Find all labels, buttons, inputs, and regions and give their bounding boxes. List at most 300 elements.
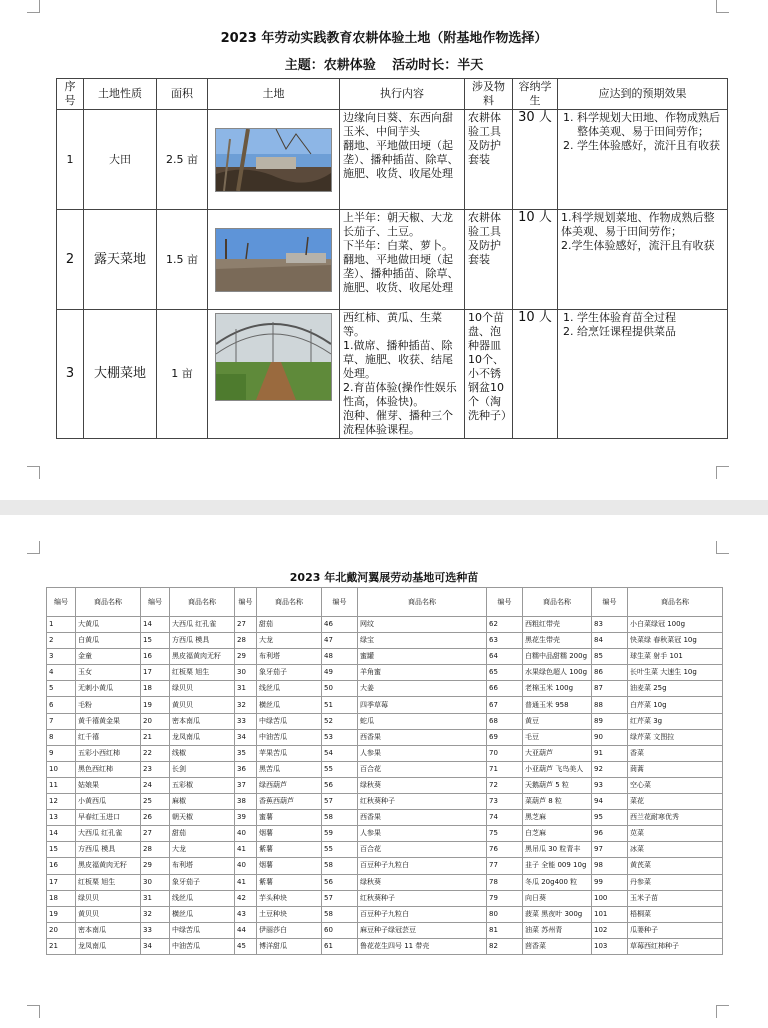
seedling-no: 17 bbox=[141, 665, 170, 681]
seedling-no: 20 bbox=[47, 922, 76, 938]
seedling-name: 龙凤南瓜 bbox=[76, 938, 141, 954]
seedling-name: 线丝瓜 bbox=[257, 681, 322, 697]
seedling-no: 4 bbox=[47, 665, 76, 681]
seedling-no: 91 bbox=[592, 745, 628, 761]
header-no: 编号 bbox=[487, 588, 523, 617]
row-area: 2.5 亩 bbox=[157, 110, 208, 210]
seedling-no: 55 bbox=[322, 842, 358, 858]
seedling-name: 绿西葫芦 bbox=[257, 777, 322, 793]
seedling-name: 菠菜 黑夜叶 300g bbox=[523, 906, 592, 922]
seedling-name: 百豆种子九粒白 bbox=[358, 906, 487, 922]
seedling-name: 大亚葫芦 bbox=[523, 745, 592, 761]
row-area: 1 亩 bbox=[157, 310, 208, 439]
row-no: 2 bbox=[57, 210, 84, 310]
seedling-no: 10 bbox=[47, 761, 76, 777]
header-name: 商品名称 bbox=[257, 588, 322, 617]
exec-line: 边缘向日葵、东西向甜玉米、中间芋头 bbox=[343, 111, 453, 138]
seedling-no: 83 bbox=[592, 617, 628, 633]
seedling-no: 40 bbox=[235, 858, 257, 874]
row-no: 3 bbox=[57, 310, 84, 439]
seedling-name: 鲁花花生四号 11 带壳 bbox=[358, 938, 487, 954]
seedling-no: 23 bbox=[141, 761, 170, 777]
seedling-no: 16 bbox=[47, 858, 76, 874]
exec-line: 西红柿、黄瓜、生菜等。 bbox=[343, 311, 442, 338]
seedling-name: 黄千禧黄金果 bbox=[76, 713, 141, 729]
header-name: 商品名称 bbox=[358, 588, 487, 617]
seedling-name: 线椒 bbox=[170, 745, 235, 761]
seedling-name: 红板栗 旭生 bbox=[170, 665, 235, 681]
seedling-no: 32 bbox=[141, 906, 170, 922]
row-capacity: 30 人 bbox=[513, 110, 558, 210]
exec-line: 上半年：朝天椒、大龙长茄子、土豆。 bbox=[343, 211, 453, 238]
seedling-no: 75 bbox=[487, 826, 523, 842]
crop-mark bbox=[716, 466, 729, 479]
row-capacity: 10 人 bbox=[513, 310, 558, 439]
seedling-name: 黑色西红柿 bbox=[76, 761, 141, 777]
seedling-name: 线丝瓜 bbox=[170, 890, 235, 906]
seedling-no: 98 bbox=[592, 858, 628, 874]
seedling-no: 101 bbox=[592, 906, 628, 922]
seedling-no: 74 bbox=[487, 810, 523, 826]
seedling-name: 草莓西红柿种子 bbox=[628, 938, 723, 954]
seedling-no: 89 bbox=[592, 713, 628, 729]
seedling-no: 27 bbox=[141, 826, 170, 842]
row-area: 1.5 亩 bbox=[157, 210, 208, 310]
row-effects bbox=[558, 110, 728, 210]
seedling-name: 黑苦瓜 bbox=[257, 761, 322, 777]
seedling-name: 西香果 bbox=[358, 729, 487, 745]
seedling-no: 29 bbox=[235, 649, 257, 665]
seedling-no: 73 bbox=[487, 794, 523, 810]
table-row bbox=[47, 665, 723, 681]
seedling-name: 西香果 bbox=[358, 810, 487, 826]
seedling-no: 19 bbox=[141, 697, 170, 713]
seedling-name: 四季草莓 bbox=[358, 697, 487, 713]
seedling-no: 63 bbox=[487, 633, 523, 649]
seedling-name: 冰菜 bbox=[628, 842, 723, 858]
seedling-name: 小黄西瓜 bbox=[76, 794, 141, 810]
crop-mark bbox=[27, 1005, 40, 1018]
seedling-no: 32 bbox=[235, 697, 257, 713]
header-land: 土地 bbox=[208, 79, 340, 110]
seedling-no: 34 bbox=[141, 938, 170, 954]
effect-item: 2. 给烹饪课程提供菜品 bbox=[577, 325, 724, 339]
row-no: 1 bbox=[57, 110, 84, 210]
seedling-no: 2 bbox=[47, 633, 76, 649]
seedling-no: 52 bbox=[322, 713, 358, 729]
effect-item: 1. 学生体验育苗全过程 bbox=[577, 311, 724, 325]
seedling-name: 绿贝贝 bbox=[76, 890, 141, 906]
row-type: 大棚菜地 bbox=[84, 310, 157, 439]
header-no: 编号 bbox=[592, 588, 628, 617]
header-area: 面积 bbox=[157, 79, 208, 110]
seedling-name: 黑皮福黄肉无籽 bbox=[170, 649, 235, 665]
seedling-name: 方西瓜 模具 bbox=[170, 633, 235, 649]
row-photo-cell bbox=[208, 210, 340, 310]
seedling-name: 蛇瓜 bbox=[358, 713, 487, 729]
table-row bbox=[57, 310, 728, 439]
seedling-no: 103 bbox=[592, 938, 628, 954]
crop-mark bbox=[27, 0, 40, 13]
seedling-no: 18 bbox=[141, 681, 170, 697]
seedling-no: 60 bbox=[322, 922, 358, 938]
seedling-name: 烟薯 bbox=[257, 826, 322, 842]
seedling-name: 白芹菜 10g bbox=[628, 697, 723, 713]
seedling-name: 象牙茄子 bbox=[170, 874, 235, 890]
seedling-no: 88 bbox=[592, 697, 628, 713]
table-row bbox=[47, 842, 723, 858]
seedling-name: 金童 bbox=[76, 649, 141, 665]
seedling-name: 博洋甜瓜 bbox=[257, 938, 322, 954]
table-row bbox=[57, 110, 728, 210]
seedling-name: 黑花生带壳 bbox=[523, 633, 592, 649]
seedling-name: 象牙茄子 bbox=[257, 665, 322, 681]
seedling-no: 58 bbox=[322, 858, 358, 874]
header-effects: 应达到的预期效果 bbox=[558, 79, 728, 110]
seedling-no: 25 bbox=[141, 794, 170, 810]
seedling-no: 18 bbox=[47, 890, 76, 906]
seedling-no: 43 bbox=[235, 906, 257, 922]
header-type: 土地性质 bbox=[84, 79, 157, 110]
table-row bbox=[47, 745, 723, 761]
seedling-no: 80 bbox=[487, 906, 523, 922]
seedling-name: 五彩椒 bbox=[170, 777, 235, 793]
seedling-name: 绿秋葵 bbox=[358, 874, 487, 890]
seedling-no: 12 bbox=[47, 794, 76, 810]
seedling-name: 玉米子苗 bbox=[628, 890, 723, 906]
header-exec: 执行内容 bbox=[340, 79, 465, 110]
seedling-no: 37 bbox=[235, 777, 257, 793]
field-photo bbox=[215, 128, 332, 192]
seedling-name: 冬瓜 20g400 粒 bbox=[523, 874, 592, 890]
seedling-name: 小亚葫芦 飞鸟美人 bbox=[523, 761, 592, 777]
seedling-no: 50 bbox=[322, 681, 358, 697]
seedling-name: 丹参菜 bbox=[628, 874, 723, 890]
seedling-name: 大龙 bbox=[257, 633, 322, 649]
seedling-name: 甜茄 bbox=[170, 826, 235, 842]
seedling-no: 21 bbox=[47, 938, 76, 954]
exec-line: 翻地、平地做田埂（起垄）、播种插苗、除草、施肥、收货、收尾处理 bbox=[343, 253, 459, 294]
seedling-name: 中绿苦瓜 bbox=[170, 922, 235, 938]
seedling-no: 3 bbox=[47, 649, 76, 665]
seedling-no: 68 bbox=[487, 713, 523, 729]
seedling-no: 6 bbox=[47, 697, 76, 713]
seedling-no: 69 bbox=[487, 729, 523, 745]
seedling-no: 40 bbox=[235, 826, 257, 842]
seedling-name: 茼蒿 bbox=[628, 761, 723, 777]
exec-line: 泡种、催芽、播种三个流程体验课程。 bbox=[343, 409, 453, 436]
row-exec bbox=[340, 310, 465, 439]
seedling-no: 36 bbox=[235, 761, 257, 777]
seedling-no: 58 bbox=[322, 810, 358, 826]
exec-line: 下半年：白菜、萝卜。 bbox=[343, 239, 453, 252]
seedling-name: 密本南瓜 bbox=[76, 922, 141, 938]
table-row bbox=[47, 810, 723, 826]
table-row bbox=[47, 874, 723, 890]
seedling-name: 五彩小西红柿 bbox=[76, 745, 141, 761]
header-no: 编号 bbox=[322, 588, 358, 617]
seedling-name: 人参果 bbox=[358, 826, 487, 842]
seedling-name: 大西瓜 红孔雀 bbox=[170, 617, 235, 633]
table-row bbox=[47, 890, 723, 906]
seedling-no: 77 bbox=[487, 858, 523, 874]
seedling-no: 59 bbox=[322, 826, 358, 842]
table-row bbox=[47, 729, 723, 745]
seedling-name: 人参果 bbox=[358, 745, 487, 761]
seedling-name: 姑娘果 bbox=[76, 777, 141, 793]
seedling-name: 红芹菜 3g bbox=[628, 713, 723, 729]
seedling-no: 7 bbox=[47, 713, 76, 729]
header-capacity: 容纳学生 bbox=[513, 79, 558, 110]
row-materials: 10个苗盘、泡种器皿10个、小不锈钢盆10个（淘洗种子） bbox=[465, 310, 513, 439]
seedling-name: 百合花 bbox=[358, 842, 487, 858]
header-no: 编号 bbox=[235, 588, 257, 617]
seedling-name: 白芝麻 bbox=[523, 826, 592, 842]
seedling-name: 天鹅葫芦 5 粒 bbox=[523, 777, 592, 793]
seedling-no: 30 bbox=[141, 874, 170, 890]
seedling-name: 长剑 bbox=[170, 761, 235, 777]
seedling-name: 龙凤南瓜 bbox=[170, 729, 235, 745]
row-exec bbox=[340, 210, 465, 310]
seedling-name: 快菜绿 春秋菜冠 10g bbox=[628, 633, 723, 649]
greenhouse-photo bbox=[215, 313, 332, 401]
document-subtitle bbox=[0, 54, 768, 73]
seedling-name: 中油苦瓜 bbox=[170, 938, 235, 954]
seedling-name: 西兰花耐寒优秀 bbox=[628, 810, 723, 826]
seedling-name: 空心菜 bbox=[628, 777, 723, 793]
effect-item: 1. 科学规划大田地、作物成熟后整体美观、易于田间劳作； bbox=[577, 111, 724, 139]
seedling-no: 51 bbox=[322, 697, 358, 713]
table-row bbox=[47, 617, 723, 633]
page-2 bbox=[0, 515, 768, 1028]
seedling-name: 黑芝麻 bbox=[523, 810, 592, 826]
seedling-no: 15 bbox=[47, 842, 76, 858]
seedling-name: 苹果苦瓜 bbox=[257, 745, 322, 761]
seedling-no: 56 bbox=[322, 777, 358, 793]
header-name: 商品名称 bbox=[76, 588, 141, 617]
row-effects bbox=[558, 210, 728, 310]
seedling-no: 55 bbox=[322, 761, 358, 777]
seedling-name: 绿芹菜 文图拉 bbox=[628, 729, 723, 745]
table-row bbox=[47, 681, 723, 697]
table-row bbox=[57, 210, 728, 310]
seedling-no: 42 bbox=[235, 890, 257, 906]
seedling-name: 毛粉 bbox=[76, 697, 141, 713]
table-row bbox=[47, 761, 723, 777]
seedling-name: 黄贝贝 bbox=[76, 906, 141, 922]
seedling-no: 62 bbox=[487, 617, 523, 633]
seedling-name: 白糯中品甜糯 200g bbox=[523, 649, 592, 665]
seedling-no: 85 bbox=[592, 649, 628, 665]
row-photo-cell bbox=[208, 110, 340, 210]
seedling-no: 67 bbox=[487, 697, 523, 713]
seedling-name: 烟薯 bbox=[257, 858, 322, 874]
seedling-no: 9 bbox=[47, 745, 76, 761]
seedling-no: 95 bbox=[592, 810, 628, 826]
seedling-no: 15 bbox=[141, 633, 170, 649]
seedling-no: 48 bbox=[322, 649, 358, 665]
seedling-no: 35 bbox=[235, 745, 257, 761]
seedling-no: 79 bbox=[487, 890, 523, 906]
seedling-name: 油菜 苏州青 bbox=[523, 922, 592, 938]
seedling-name: 早春红玉进口 bbox=[76, 810, 141, 826]
seedling-no: 46 bbox=[322, 617, 358, 633]
crop-mark bbox=[716, 0, 729, 13]
seedling-no: 1 bbox=[47, 617, 76, 633]
seedling-name: 瓜蒌种子 bbox=[628, 922, 723, 938]
seedling-name: 大姜 bbox=[358, 681, 487, 697]
header-name: 商品名称 bbox=[523, 588, 592, 617]
seedling-name: 紫薯 bbox=[257, 842, 322, 858]
row-materials: 农耕体验工具及防护套装 bbox=[465, 210, 513, 310]
seedling-no: 41 bbox=[235, 842, 257, 858]
seedling-name: 无刺小黄瓜 bbox=[76, 681, 141, 697]
seedling-name: 中油苦瓜 bbox=[257, 729, 322, 745]
seedling-name: 黑吊瓜 30 粒青丰 bbox=[523, 842, 592, 858]
seedling-no: 30 bbox=[235, 665, 257, 681]
seedling-name: 毛豆 bbox=[523, 729, 592, 745]
seedling-name: 黑皮福黄肉无籽 bbox=[76, 858, 141, 874]
seedling-name: 麻豆种子绿冠芸豆 bbox=[358, 922, 487, 938]
page-1 bbox=[0, 0, 768, 500]
seedling-table bbox=[46, 587, 723, 955]
seedling-name: 大西瓜 红孔雀 bbox=[76, 826, 141, 842]
seedling-no: 92 bbox=[592, 761, 628, 777]
seedling-name: 伊丽莎白 bbox=[257, 922, 322, 938]
seedling-name: 菜葫芦 8 粒 bbox=[523, 794, 592, 810]
seedling-name: 球生菜 射手 101 bbox=[628, 649, 723, 665]
seedling-no: 76 bbox=[487, 842, 523, 858]
farmland-table bbox=[56, 78, 728, 439]
seedling-no: 16 bbox=[141, 649, 170, 665]
seedling-no: 86 bbox=[592, 665, 628, 681]
seedling-no: 94 bbox=[592, 794, 628, 810]
seedling-no: 45 bbox=[235, 938, 257, 954]
row-materials: 农耕体验工具及防护套装 bbox=[465, 110, 513, 210]
seedling-name: 密本南瓜 bbox=[170, 713, 235, 729]
table-row bbox=[47, 938, 723, 954]
table-row bbox=[47, 826, 723, 842]
header-name: 商品名称 bbox=[170, 588, 235, 617]
seedling-no: 56 bbox=[322, 874, 358, 890]
table-row bbox=[47, 713, 723, 729]
seedling-name: 黄豆 bbox=[523, 713, 592, 729]
seedling-no: 21 bbox=[141, 729, 170, 745]
seedling-no: 58 bbox=[322, 906, 358, 922]
seedling-no: 33 bbox=[141, 922, 170, 938]
seedling-name: 芋头种块 bbox=[257, 890, 322, 906]
seedling-no: 65 bbox=[487, 665, 523, 681]
seedling-no: 53 bbox=[322, 729, 358, 745]
header-no: 编号 bbox=[47, 588, 76, 617]
seedling-no: 47 bbox=[322, 633, 358, 649]
seedling-name: 小白菜绿冠 100g bbox=[628, 617, 723, 633]
seedling-no: 96 bbox=[592, 826, 628, 842]
seedling-no: 84 bbox=[592, 633, 628, 649]
seedling-no: 14 bbox=[47, 826, 76, 842]
seedling-name: 甜茄 bbox=[257, 617, 322, 633]
seedling-no: 93 bbox=[592, 777, 628, 793]
seedling-no: 72 bbox=[487, 777, 523, 793]
table-row bbox=[47, 922, 723, 938]
seedling-no: 97 bbox=[592, 842, 628, 858]
seedling-name: 油麦菜 25g bbox=[628, 681, 723, 697]
seedling-name: 大黄瓜 bbox=[76, 617, 141, 633]
seedling-no: 100 bbox=[592, 890, 628, 906]
seedling-name: 红秋葵种子 bbox=[358, 794, 487, 810]
seedling-name: 普通玉米 958 bbox=[523, 697, 592, 713]
seedling-no: 54 bbox=[322, 745, 358, 761]
seedling-name: 百合花 bbox=[358, 761, 487, 777]
table-row bbox=[47, 777, 723, 793]
seedling-no: 29 bbox=[141, 858, 170, 874]
seedling-no: 61 bbox=[322, 938, 358, 954]
crop-mark bbox=[716, 541, 729, 554]
seedling-list-title: 2023 年北戴河翼展劳动基地可选种苗 bbox=[289, 571, 479, 584]
seedling-name: 绿秋葵 bbox=[358, 777, 487, 793]
seedling-no: 66 bbox=[487, 681, 523, 697]
seedling-no: 19 bbox=[47, 906, 76, 922]
seedling-no: 71 bbox=[487, 761, 523, 777]
seedling-name: 玉女 bbox=[76, 665, 141, 681]
seedling-no: 24 bbox=[141, 777, 170, 793]
exec-line: 翻地、平地做田埂（起垄）、播种插苗、除草、施肥、收货、收尾处理 bbox=[343, 139, 459, 180]
seedling-no: 34 bbox=[235, 729, 257, 745]
seedling-no: 8 bbox=[47, 729, 76, 745]
effect-item: 2. 学生体验感好，流汗且有收获 bbox=[577, 139, 724, 153]
seedling-name: 蜜罐 bbox=[358, 649, 487, 665]
seedling-name: 朝天椒 bbox=[170, 810, 235, 826]
seedling-name: 韭子 全能 009 10g bbox=[523, 858, 592, 874]
seedling-name: 横丝瓜 bbox=[170, 906, 235, 922]
seedling-no: 99 bbox=[592, 874, 628, 890]
row-effects bbox=[558, 310, 728, 439]
seedling-no: 64 bbox=[487, 649, 523, 665]
seedling-name: 长叶生菜 大速生 10g bbox=[628, 665, 723, 681]
seedling-name: 梧桐菜 bbox=[628, 906, 723, 922]
seedling-name: 菜花 bbox=[628, 794, 723, 810]
header-no: 序号 bbox=[57, 79, 84, 110]
seedling-name: 横丝瓜 bbox=[257, 697, 322, 713]
seedling-no: 81 bbox=[487, 922, 523, 938]
seedling-no: 57 bbox=[322, 890, 358, 906]
seedling-name: 羊角蜜 bbox=[358, 665, 487, 681]
seedling-no: 22 bbox=[141, 745, 170, 761]
seedling-name: 红千禧 bbox=[76, 729, 141, 745]
seedling-no: 44 bbox=[235, 922, 257, 938]
seedling-name: 百豆种子九粒白 bbox=[358, 858, 487, 874]
seedling-name: 西粗红带壳 bbox=[523, 617, 592, 633]
seedling-no: 82 bbox=[487, 938, 523, 954]
crop-mark bbox=[27, 466, 40, 479]
seedling-name: 布利塔 bbox=[257, 649, 322, 665]
seedling-name: 绿宝 bbox=[358, 633, 487, 649]
seedling-name: 土豆种块 bbox=[257, 906, 322, 922]
effect-item: 1.科学规划菜地、作物成熟后整体美观、易于田间劳作； bbox=[561, 211, 715, 238]
seedling-no: 57 bbox=[322, 794, 358, 810]
seedling-no: 28 bbox=[235, 633, 257, 649]
exec-line: 2.育苗体验(操作性娱乐性高，体验快)。 bbox=[343, 381, 457, 408]
table-row bbox=[47, 649, 723, 665]
seedling-no: 17 bbox=[47, 874, 76, 890]
table-row bbox=[47, 794, 723, 810]
seedling-no: 87 bbox=[592, 681, 628, 697]
effect-item: 2.学生体验感好，流汗且有收获 bbox=[561, 239, 715, 252]
seedling-name: 黄芪菜 bbox=[628, 858, 723, 874]
seedling-name: 茴香菜 bbox=[523, 938, 592, 954]
seedling-no: 11 bbox=[47, 777, 76, 793]
seedling-name: 网纹 bbox=[358, 617, 487, 633]
